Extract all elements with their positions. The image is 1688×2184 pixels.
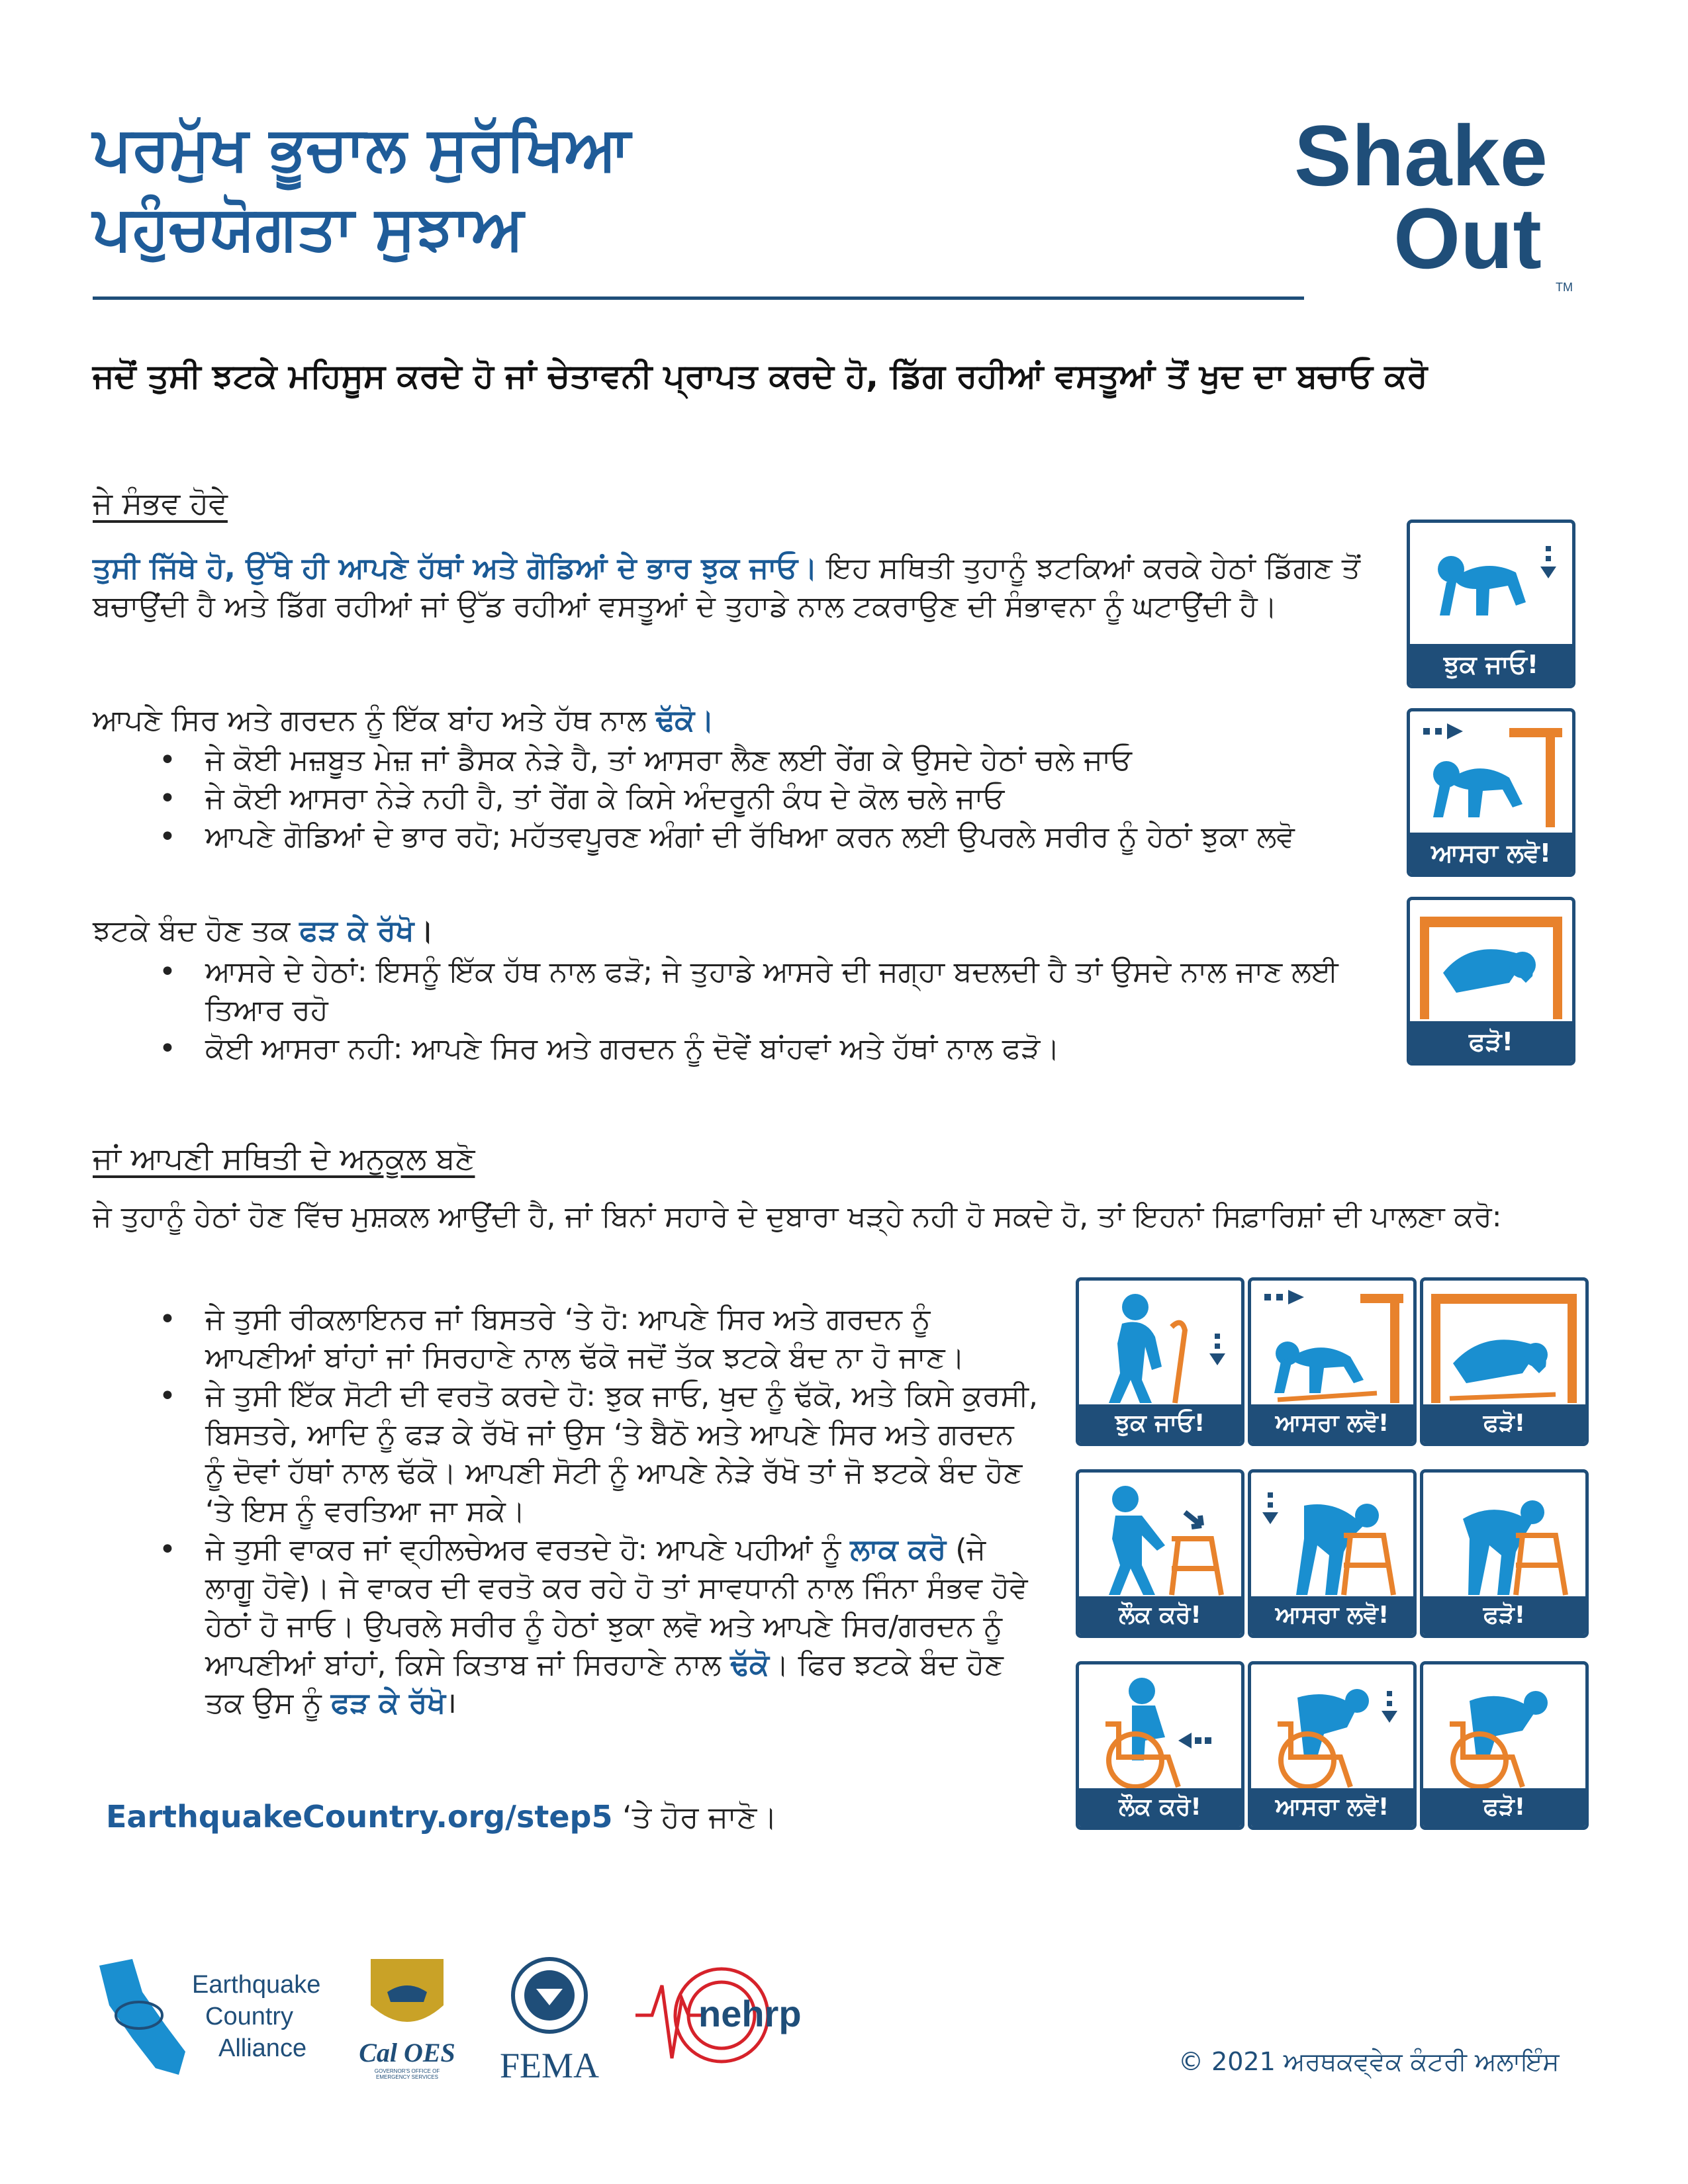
title-divider xyxy=(93,296,1304,300)
card-caption: ਫੜੋ! xyxy=(1423,1404,1585,1443)
walker-figure-icon xyxy=(1079,1473,1241,1598)
list-item: • ਜੇ ਕੋਈ ਮਜ਼ਬੂਤ ਮੇਜ਼ ਜਾਂ ਡੈਸਕ ਨੇੜੇ ਹੈ, ਤਾਂ ਆਸਰਾ ਲੈਣ ਲਈ ਰੇਂਗ ਕੇ ਉਸਦੇ ਹੇਠਾਂ ਚਲੇ ਜਾਓ xyxy=(159,741,1350,780)
adapt-bullet-list xyxy=(159,1300,1039,1723)
cover-instruction: ਢੱਕੋ xyxy=(730,1648,770,1682)
walker-hold-icon xyxy=(1423,1473,1585,1598)
walker-text-d: । xyxy=(445,1686,457,1720)
card-caption: ਆਸਰਾ ਲਵੋ! xyxy=(1410,833,1572,874)
cane-figure-icon xyxy=(1079,1281,1241,1406)
card-caption: ਝੁਕ ਜਾਓ! xyxy=(1079,1404,1241,1443)
drop-paragraph xyxy=(93,549,1364,626)
cover-card xyxy=(1407,708,1575,877)
shakeout-logo xyxy=(1294,99,1585,298)
hold-instruction: ਫੜ ਕੇ ਰੱਖੋ xyxy=(330,1686,446,1720)
wheelchair-cover-card xyxy=(1248,1661,1417,1830)
drop-instruction: ਤੁਸੀ ਜਿੱਥੇ ਹੋ, ਉੱਥੇ ਹੀ ਆਪਣੇ ਹੱਥਾਂ ਅਤੇ ਗੋਡਿਆਂ ਦੇ ਭਾਰ ਝੁਕ ਜਾਓ। xyxy=(93,551,818,585)
list-item: • ਜੇ ਤੁਸੀ ਰੀਕਲਾਇਨਰ ਜਾਂ ਬਿਸਤਰੇ ‘ਤੇ ਹੋ: ਆਪਣੇ ਸਿਰ ਅਤੇ ਗਰਦਨ ਨੂੰ ਆਪਣੀਆਂ ਬਾਂਹਾਂ ਜਾਂ ਸਿਰਹਾਣੇ ਨਾਲ ਢੱਕੋ ਜਦੋਂ ਤੱਕ ਝਟਕੇ ਬੰਦ ਨਾ ਹੋ ਜਾਣ। xyxy=(159,1300,1039,1377)
logo-text-bottom: Out xyxy=(1393,190,1542,287)
lock-instruction: ਲਾਕ ਕਰੋ xyxy=(850,1533,947,1567)
logo-text-top: Shake xyxy=(1294,107,1548,204)
wheelchair-hold-card xyxy=(1420,1661,1589,1830)
walker-text-b: (ਜੇ ਲਾਗੂ ਹੋਵੇ)। ਜੇ ਵਾਕਰ ਦੀ ਵਰਤੋ ਕਰ ਰਹੇ ਹੋ ਤਾਂ ਸਾਵਧਾਨੀ ਨਾਲ ਜਿੰਨਾ ਸੰਭਵ ਹੋਵੇ ਹੇਠਾਂ ਹੋ ਜਾਓ। ਉਪਰਲੇ ਸਰੀਰ ਨੂੰ ਹੇਠਾਂ ਝੁਕਾ ਲਵੋ ਅਤੇ ਆਪਣੇ ਸਿਰ/ਗਰਦਨ ਨੂੰ ਆਪਣੀਆਂ ਬਾਂਹਾਂ, ਕਿਸੇ ਕਿਤਾਬ ਜਾਂ ਸਿਰਹਾਣੇ ਨਾਲ xyxy=(205,1533,1028,1682)
learn-more xyxy=(106,1797,777,1837)
list-item: • ਆਪਣੇ ਗੋਡਿਆਂ ਦੇ ਭਾਰ ਰਹੋ; ਮਹੱਤਵਪੂਰਣ ਅੰਗਾਂ ਦੀ ਰੱਖਿਆ ਕਰਨ ਲਈ ਉਪਰਲੇ ਸਰੀਰ ਨੂੰ ਹੇਠਾਂ ਝੁਕਾ ਲਵੋ xyxy=(159,818,1350,856)
cane-hold-icon xyxy=(1423,1281,1585,1406)
nehrp-text: nehrp xyxy=(698,1993,802,2034)
drop-card xyxy=(1407,520,1575,688)
card-caption: ਫੜੋ! xyxy=(1423,1596,1585,1635)
adapt-intro: ਜੇ ਤੁਹਾਨੂੰ ਹੇਠਾਂ ਹੋਣ ਵਿੱਚ ਮੁਸ਼ਕਲ ਆਉਂਦੀ ਹੈ, ਜਾਂ ਬਿਨਾਂ ਸਹਾਰੇ ਦੇ ਦੁਬਾਰਾ ਖੜ੍ਹੇ ਨਹੀ ਹੋ ਸਕਦੇ ਹੋ, ਤਾਂ ਇਹਨਾਂ ਸਿਫ਼ਾਰਿਸ਼ਾਂ ਦੀ ਪਾਲਣਾ ਕਰੋ: xyxy=(93,1200,1502,1234)
walker-hold-card xyxy=(1420,1469,1589,1638)
walker-cover-card xyxy=(1248,1469,1417,1638)
hold-card xyxy=(1407,897,1575,1066)
card-caption: ਫੜੋ! xyxy=(1410,1021,1572,1062)
walker-text-c: । ਫਿਰ ਝਟਕੇ ਬੰਦ ਹੋਣ ਤਕ ਉਸ ਨੂੰ xyxy=(205,1648,1004,1720)
learn-more-suffix: ‘ਤੇ ਹੋਰ ਜਾਣੋ। xyxy=(612,1799,778,1835)
card-caption: ਲੌਕ ਕਰੋ! xyxy=(1079,1596,1241,1635)
page-title xyxy=(93,109,1284,268)
subheading: ਜਦੋਂ ਤੁਸੀ ਝਟਕੇ ਮਹਿਸੂਸ ਕਰਦੇ ਹੋ ਜਾਂ ਚੇਤਾਵਨੀ ਪ੍ਰਾਪਤ ਕਰਦੇ ਹੋ, ਡਿੱਗ ਰਹੀਆਂ ਵਸਤੂਆਂ ਤੋਂ ਖੁਦ ਦਾ ਬਚਾਓ ਕਰੋ xyxy=(93,357,1428,395)
cane-cover-card xyxy=(1248,1277,1417,1446)
cane-cover-icon xyxy=(1251,1281,1413,1406)
logo-tm: TM xyxy=(1556,281,1573,294)
walker-lock-card xyxy=(1076,1469,1244,1638)
drop-figure-icon xyxy=(1410,523,1572,645)
eca-line-1: Earthquake xyxy=(192,1971,321,1999)
wheelchair-lock-card xyxy=(1076,1661,1244,1830)
list-item xyxy=(159,1531,1039,1723)
card-caption: ਝੁਕ ਜਾਓ! xyxy=(1410,644,1572,685)
copyright: © 2021 ਅਰਥਕਵ੍ਵੇਕ ਕੰਟਰੀ ਅਲਾਇੰਸ xyxy=(1178,2047,1560,2076)
fema-logo xyxy=(490,1952,609,2091)
card-caption: ਆਸਰਾ ਲਵੋ! xyxy=(1251,1596,1413,1635)
wheelchair-cover-icon xyxy=(1251,1664,1413,1790)
cover-instruction: ਢੱਕੋ। xyxy=(655,704,714,737)
section-heading-if-possible: ਜੇ ਸੰਭਵ ਹੋਵੇ xyxy=(93,485,228,521)
list-item: • ਕੋਈ ਆਸਰਾ ਨਹੀ: ਆਪਣੇ ਸਿਰ ਅਤੇ ਗਰਦਨ ਨੂੰ ਦੋਵੇਂ ਬਾਂਹਵਾਂ ਅਤੇ ਹੱਥਾਂ ਨਾਲ ਫੜੋ। xyxy=(159,1030,1350,1068)
caloes-logo xyxy=(357,1952,457,2085)
cane-hold-card xyxy=(1420,1277,1589,1446)
list-item: • ਜੇ ਕੋਈ ਆਸਰਾ ਨੇੜੇ ਨਹੀ ਹੈ, ਤਾਂ ਰੇਂਗ ਕੇ ਕਿਸੇ ਅੰਦਰੂਨੀ ਕੰਧ ਦੇ ਕੋਲ ਚਲੇ ਜਾਓ xyxy=(159,780,1350,818)
drop-explanation: ਇਹ ਸਥਿਤੀ ਤੁਹਾਨੂੰ ਝਟਕਿਆਂ ਕਰਕੇ ਹੇਠਾਂ ਡਿੱਗਣ ਤੋਂ ਬਚਾਉਂਦੀ ਹੈ ਅਤੇ ਡਿੱਗ ਰਹੀਆਂ ਜਾਂ ਉੱਡ ਰਹੀਆਂ ਵਸਤੂਆਂ ਦੇ ਤੁਹਾਡੇ ਨਾਲ ਟਕਰਾਉਣ ਦੀ ਸੰਭਾਵਨਾ ਨੂੰ ਘਟਾਉਂਦੀ ਹੈ। xyxy=(93,551,1360,623)
wheelchair-hold-icon xyxy=(1423,1664,1585,1790)
cane-drop-card xyxy=(1076,1277,1244,1446)
card-caption: ਆਸਰਾ ਲਵੋ! xyxy=(1251,1788,1413,1827)
hold-paragraph xyxy=(93,912,1364,950)
hold-instruction: ਫੜ ਕੇ ਰੱਖੋ xyxy=(299,914,414,948)
cover-paragraph xyxy=(93,702,1364,740)
list-item: • ਜੇ ਤੁਸੀ ਇੱਕ ਸੋਟੀ ਦੀ ਵਰਤੋ ਕਰਦੇ ਹੋ: ਝੁਕ ਜਾਓ, ਖੁਦ ਨੂੰ ਢੱਕੋ, ਅਤੇ ਕਿਸੇ ਕੁਰਸੀ, ਬਿਸਤਰੇ, ਆਦਿ ਨੂੰ ਫੜ ਕੇ ਰੱਖੋ ਜਾਂ ਉਸ ‘ਤੇ ਬੈਠੋ ਅਤੇ ਆਪਣੇ ਸਿਰ ਅਤੇ ਗਰਦਨ ਨੂੰ ਦੋਵਾਂ ਹੱਥਾਂ ਨਾਲ ਢੱਕੋ। ਆਪਣੀ ਸੋਟੀ ਨੂੰ ਆਪਣੇ ਨੇੜੇ ਰੱਖੋ ਤਾਂ ਜੋ ਝਟਕੇ ਬੰਦ ਹੋਣ ‘ਤੇ ਇਸ ਨੂੰ ਵਰਤਿਆ ਜਾ ਸਕੇ। xyxy=(159,1377,1039,1531)
walker-text-a: ਜੇ ਤੁਸੀ ਵਾਕਰ ਜਾਂ ਵ੍ਹੀਲਚੇਅਰ ਵਰਤਦੇ ਹੋ: ਆਪਣੇ ਪਹੀਆਂ ਨੂੰ xyxy=(205,1533,851,1567)
caloes-text: Cal OES xyxy=(359,2038,455,2068)
card-caption: ਲੌਕ ਕਰੋ! xyxy=(1079,1788,1241,1827)
title-line-1: ਪਰਮੁੱਖ ਭੂਚਾਲ ਸੁਰੱਖਿਆ xyxy=(93,113,631,184)
learn-more-link[interactable]: EarthquakeCountry.org/step5 xyxy=(106,1799,613,1835)
hold-figure-icon xyxy=(1410,900,1572,1023)
fema-text: FEMA xyxy=(499,2046,600,2085)
card-caption: ਫੜੋ! xyxy=(1423,1788,1585,1827)
hold-lead: ਝਟਕੇ ਬੰਦ ਹੋਣ ਤਕ xyxy=(93,914,300,948)
cover-figure-icon xyxy=(1410,711,1572,834)
nehrp-logo xyxy=(635,1959,802,2085)
eca-line-2: Country xyxy=(205,2003,294,2030)
list-item: • ਆਸਰੇ ਦੇ ਹੇਠਾਂ: ਇਸਨੂੰ ਇੱਕ ਹੱਥ ਨਾਲ ਫੜੋ; ਜੇ ਤੁਹਾਡੇ ਆਸਰੇ ਦੀ ਜਗ੍ਹਾ ਬਦਲਦੀ ਹੈ ਤਾਂ ਉਸਦੇ ਨਾਲ ਜਾਣ ਲਈ ਤਿਆਰ ਰਹੋ xyxy=(159,953,1350,1030)
wheelchair-figure-icon xyxy=(1079,1664,1241,1790)
cover-bullet-list xyxy=(159,741,1350,856)
section-heading-adapt: ਜਾਂ ਆਪਣੀ ਸਥਿਤੀ ਦੇ ਅਨੁਕੂਲ ਬਣੋ xyxy=(93,1140,475,1176)
walker-cover-icon xyxy=(1251,1473,1413,1598)
cover-lead: ਆਪਣੇ ਸਿਰ ਅਤੇ ਗਰਦਨ ਨੂੰ ਇੱਕ ਬਾਂਹ ਅਤੇ ਹੱਥ ਨਾਲ xyxy=(93,704,656,737)
eca-line-3: Alliance xyxy=(218,2034,307,2062)
hold-period: । xyxy=(414,914,434,948)
title-line-2: ਪਹੁੰਚਯੋਗਤਾ ਸੁਝਾਅ xyxy=(93,193,524,263)
card-caption: ਆਸਰਾ ਲਵੋ! xyxy=(1251,1404,1413,1443)
eca-logo xyxy=(93,1952,321,2085)
hold-bullet-list xyxy=(159,953,1350,1068)
caloes-subtext: GOVERNOR'S OFFICE OF EMERGENCY SERVICES xyxy=(374,2068,440,2080)
